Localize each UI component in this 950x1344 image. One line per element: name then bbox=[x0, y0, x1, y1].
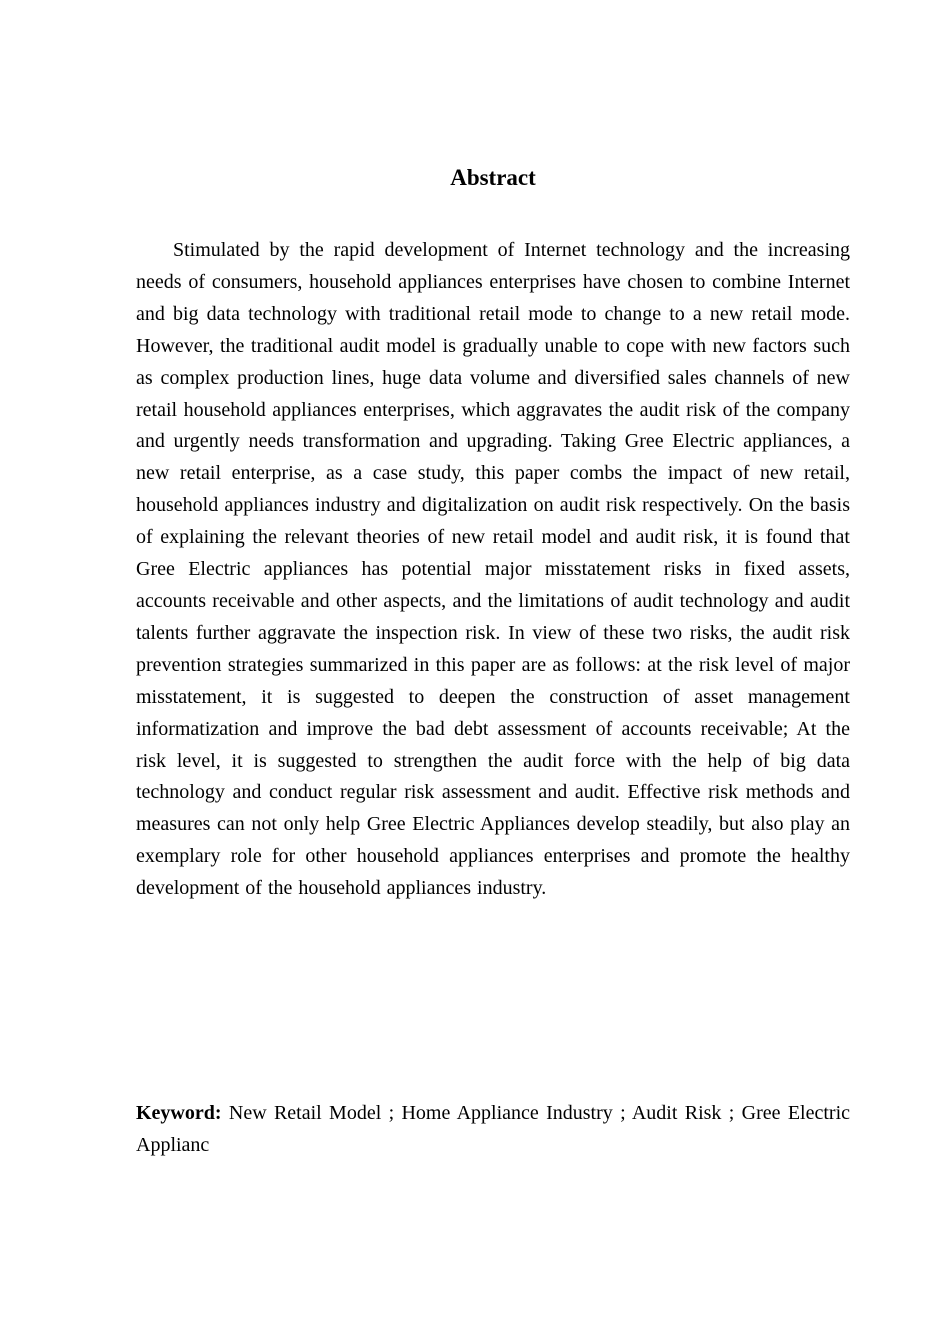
abstract-paragraph: Stimulated by the rapid development of Internet technology and the increasing needs of consumers, household appliances enterprises have chosen to combine Internet and big data technology with traditional retail mode to change to a new retail mode. However, the traditional audit model is gradually unable to cope with new factors such as complex production lines, huge data volume and diversified sales channels of new retail household appliances enterprises, which aggravates the audit risk of the company and urgently needs transformation and upgrading. Taking Gree Electric appliances, a new retail enterprise, as a case study, this paper combs the impact of new retail, household appliances industry and digitalization on audit risk respectively. On the basis of explaining the relevant theories of new retail model and audit risk, it is found that Gree Electric appliances has potential major misstatement risks in fixed assets, accounts receivable and other aspects, and the limitations of audit technology and audit talents further aggravate the inspection risk. In view of these two risks, the audit risk prevention strategies summarized in this paper are as follows: at the risk level of major misstatement, it is suggested to deepen the construction of asset management informatization and improve the bad debt assessment of accounts receivable; At the risk level, it is suggested to strengthen the audit force with the help of big data technology and conduct regular risk assessment and audit. Effective risk methods and measures can not only help Gree Electric Appliances develop steadily, but also play an exemplary role for other household appliances enterprises and promote the healthy development of the household appliances industry. bbox=[136, 239, 850, 900]
keywords-line bbox=[136, 1098, 850, 1162]
keyword-list: New Retail Model ; Home Appliance Industry ; Audit Risk ; Gree Electric Applianc bbox=[136, 1102, 850, 1156]
keyword-label: Keyword: bbox=[136, 1102, 222, 1124]
abstract-title: Abstract bbox=[450, 165, 536, 190]
